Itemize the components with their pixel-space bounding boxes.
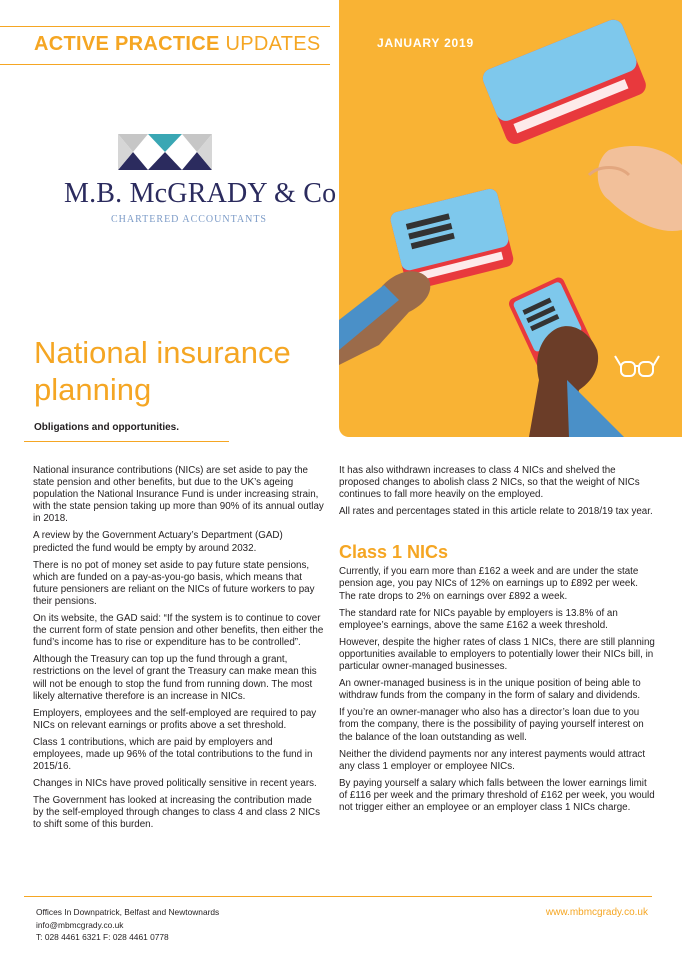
newsletter-title: [34, 33, 321, 56]
glasses-icon: [615, 356, 659, 376]
paragraph: Although the Treasury can top up the fund through a grant, restrictions on the level of grant the Treasury can make mean this will not be enough to stop the fund from running down. The most likely alternative therefore is an increase in NICs.: [33, 654, 317, 702]
footer-website-link[interactable]: www.mbmcgrady.co.uk: [545, 907, 648, 918]
logo-subtitle: CHARTERED ACCOUNTANTS: [111, 214, 267, 225]
section-heading: Class 1 NICs: [339, 542, 449, 563]
company-logo: [64, 134, 337, 229]
header-rule-bottom: [0, 64, 330, 65]
newsletter-title-bold: ACTIVE PRACTICE: [34, 33, 220, 55]
paragraph: All rates and percentages stated in this article relate to 2018/19 tax year.: [339, 506, 653, 518]
paragraph: Neither the dividend payments nor any interest payments would attract any class 1 employer or employee NICs.: [339, 748, 646, 772]
header-rule-top: [0, 26, 330, 27]
hero-illustration: [339, 0, 682, 437]
newsletter-title-light: UPDATES: [225, 33, 321, 55]
article-title: National insurance planning: [34, 335, 291, 407]
logo-company-name: M.B. McGRADY & Co: [64, 178, 337, 209]
paragraph: Employers, employees and the self-employed are required to pay NICs on relevant earnings or profits above a set threshold.: [33, 707, 317, 731]
paragraph: Currently, if you earn more than £162 a week and are under the state pension age, you pay NICs of 12% on earnings up to £892 per week. The rate drops to 2% on earnings over £892 a week.: [339, 566, 639, 602]
paragraph: On its website, the GAD said: “If the system is to continue to cover the current form of state pension and other benefits, then either the fund’s income has to rise or expenditure has to be controlled”.: [33, 613, 324, 649]
paragraph: However, despite the higher rates of class 1 NICs, there are still planning opportunities available to employers to potentially lower their NICs bill, in particular owner-managed businesses.: [339, 636, 655, 673]
paragraph: The Government has looked at increasing the contribution made by the self-employed through changes to class 4 and class 2 NICs to shift some of this burden.: [33, 795, 320, 831]
paragraph: The standard rate for NICs payable by employers is 13.8% of an employee’s earnings, above the same £162 a week threshold.: [339, 607, 618, 631]
paragraph: An owner-managed business is in the unique position of being able to withdraw funds from the company in the form of salary and dividends.: [339, 678, 641, 702]
footer-email[interactable]: info@mbmcgrady.co.uk: [36, 919, 124, 930]
right-column: [339, 465, 657, 819]
paragraph: By paying yourself a salary which falls between the lower earnings limit of £116 per week and the primary threshold of £162 per week, you would not trigger either an employee or an employer class 1 NICs charge.: [339, 777, 655, 813]
paragraph: If you’re an owner-manager who also has a director’s loan due to you from the company, there is the possibility of paying yourself interest on the balance of the loan outstanding as well.: [339, 707, 644, 743]
subtitle-rule: [24, 441, 229, 442]
logo-mark-icon: [118, 134, 212, 170]
footer-contact: [36, 906, 219, 944]
footer-rule: [24, 896, 652, 897]
left-column: [33, 465, 324, 837]
footer-offices: Offices In Downpatrick, Belfast and Newtownards: [36, 907, 220, 917]
paragraph: It has also withdrawn increases to class 4 NICs and shelved the proposed changes to abolish class 2 NICs, so that the weight of NICs continues to fall more heavily on the employed.: [339, 465, 640, 501]
issue-date: JANUARY 2019: [377, 36, 474, 50]
paragraph: National insurance contributions (NICs) are set aside to pay the state pension and other benefits, but due to the UK’s ageing population the National Insurance Fund is under increasing strain, with the state pension taking up more than 90% of its annual outlay in 2018.: [33, 465, 324, 525]
paragraph: Changes in NICs have proved politically sensitive in recent years.: [33, 778, 317, 790]
footer-phone: T: 028 4461 6321 F: 028 4461 0778: [36, 932, 169, 943]
paragraph: A review by the Government Actuary’s Department (GAD) predicted the fund would be empty by around 2032.: [33, 530, 283, 554]
paragraph: There is no pot of money set aside to pay future state pensions, which are funded on a pay-as-you-go basis, which means that future pensioners are reliant on the NICs of future workers to pay their pensions.: [33, 559, 315, 607]
paragraph: Class 1 contributions, which are paid by employers and employees, made up 96% of the total contributions to the fund in 2015/16.: [33, 736, 313, 773]
cards-illustration-icon: [339, 0, 682, 437]
article-subtitle: Obligations and opportunities.: [34, 422, 179, 433]
